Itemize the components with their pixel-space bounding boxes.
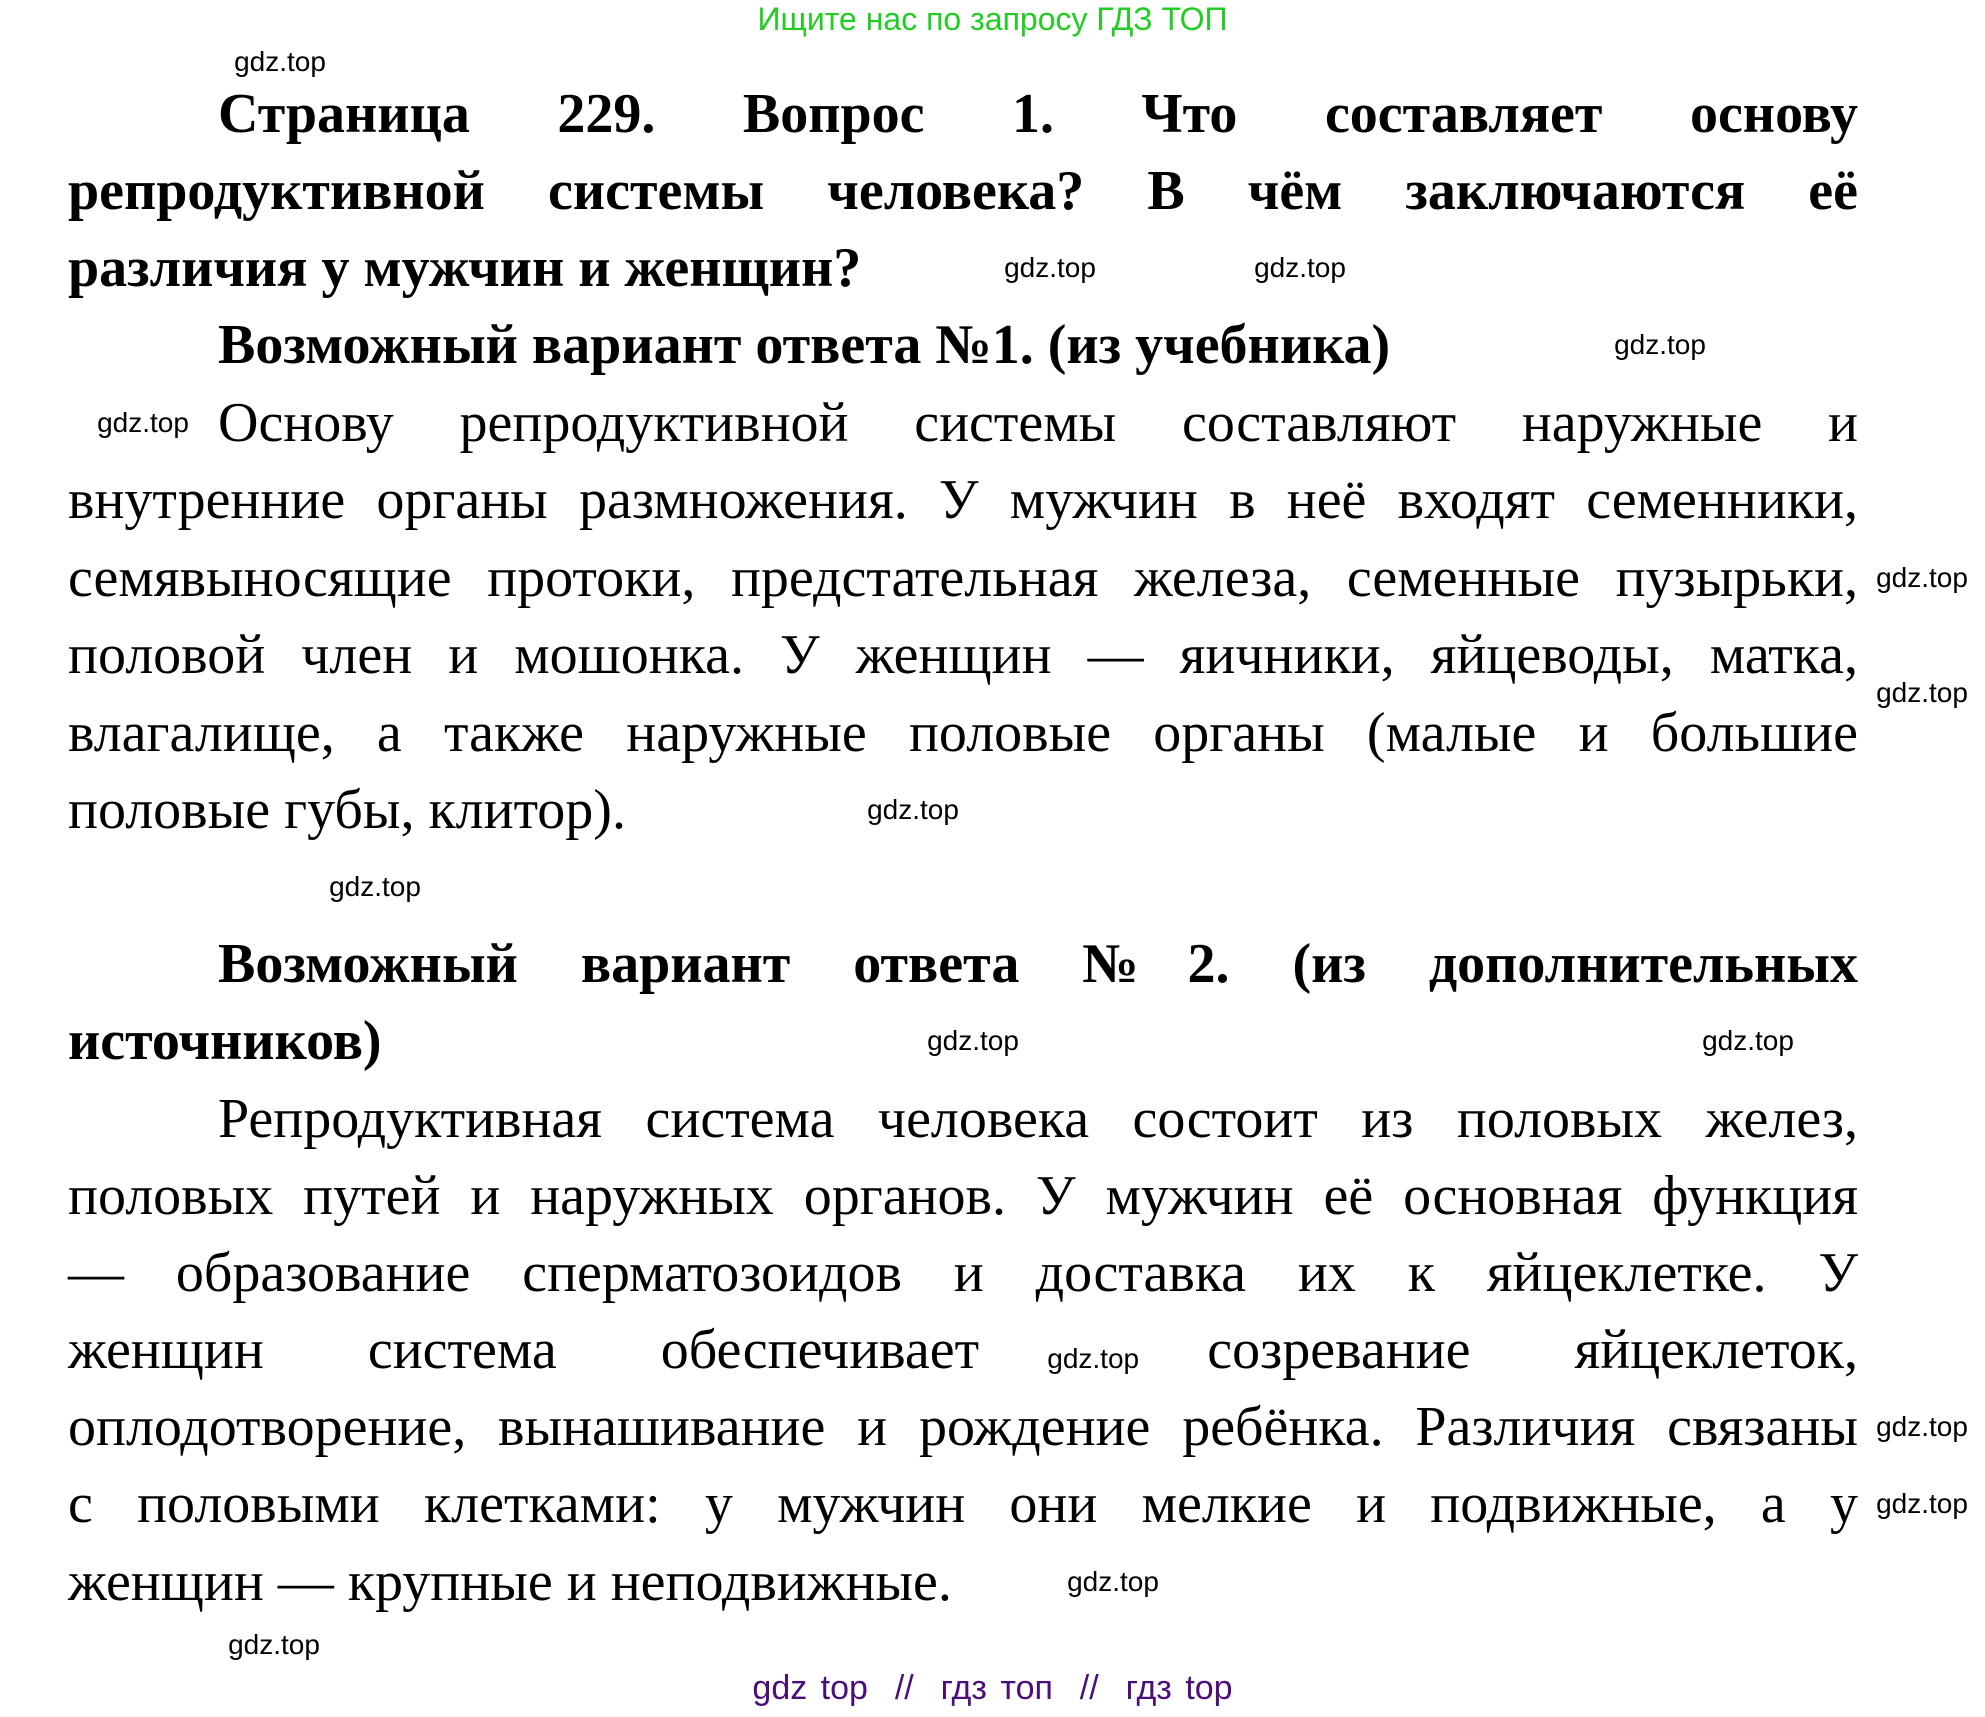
watermark: gdz.top bbox=[1004, 252, 1096, 283]
watermark: gdz.top bbox=[927, 1025, 1019, 1056]
watermark: gdz.top bbox=[1614, 329, 1706, 360]
watermark: gdz.top bbox=[1702, 1025, 1794, 1056]
answer2-line: женщин — крупные и неподвижные. bbox=[68, 1551, 952, 1613]
answer1-line: внутренние органы размножения. У мужчин в неё входят семенники, bbox=[68, 469, 1858, 531]
question-line: Страница 229. Вопрос 1. Что составляет основу bbox=[218, 83, 1858, 145]
watermark: gdz.top bbox=[1067, 1566, 1159, 1597]
answer2-line bbox=[68, 1320, 1858, 1389]
answer1-line: Основу репродуктивной системы составляют наружные и bbox=[218, 392, 1858, 454]
watermark: gdz.top bbox=[1876, 562, 1968, 593]
watermark: gdz.top bbox=[1876, 677, 1968, 708]
answer2-line-part: созревание яйцеклеток, bbox=[1207, 1319, 1858, 1381]
answer2-line: Репродуктивная система человека состоит из половых желез, bbox=[218, 1088, 1858, 1150]
watermark: gdz.top bbox=[1047, 1343, 1140, 1374]
answer2-line: половых путей и наружных органов. У мужчин её основная функция bbox=[68, 1165, 1858, 1227]
answer2-heading: Возможный вариант ответа №2. (из дополнительных bbox=[218, 933, 1858, 995]
watermark: gdz.top bbox=[228, 1629, 320, 1660]
watermark: gdz.top bbox=[97, 407, 189, 438]
answer1-heading: Возможный вариант ответа №1. (из учебника) bbox=[218, 314, 1391, 376]
footer-links: gdz top // гдз топ // гдз top bbox=[752, 1669, 1233, 1707]
answer1-line: половой член и мошонка. У женщин — яичники, яйцеводы, матка, bbox=[68, 624, 1858, 686]
question-line: репродуктивной системы человека? В чём заключаются её bbox=[68, 160, 1858, 222]
watermark: gdz.top bbox=[1876, 1488, 1968, 1519]
watermark: gdz.top bbox=[234, 46, 326, 77]
answer2-line-part: женщин система обеспечивает bbox=[68, 1319, 980, 1381]
answer1-line: влагалище, а также наружные половые органы (малые и большие bbox=[68, 702, 1858, 764]
answer2-line: — образование сперматозоидов и доставка их к яйцеклетке. У bbox=[68, 1242, 1858, 1304]
answer1-line: половые губы, клитор). bbox=[68, 779, 626, 841]
answer2-heading: источников) bbox=[68, 1010, 382, 1072]
search-banner: Ищите нас по запросу ГДЗ ТОП bbox=[757, 1, 1228, 37]
answer2-line: оплодотворение, вынашивание и рождение ребёнка. Различия связаны bbox=[68, 1396, 1858, 1458]
answer2-line: с половыми клетками: у мужчин они мелкие и подвижные, а у bbox=[68, 1473, 1858, 1535]
watermark: gdz.top bbox=[1876, 1411, 1968, 1442]
watermark: gdz.top bbox=[867, 794, 959, 825]
question-line: различия у мужчин и женщин? bbox=[68, 237, 862, 299]
watermark: gdz.top bbox=[1254, 252, 1346, 283]
watermark: gdz.top bbox=[329, 871, 421, 902]
answer1-line: семявыносящие протоки, предстательная железа, семенные пузырьки, bbox=[68, 547, 1858, 609]
